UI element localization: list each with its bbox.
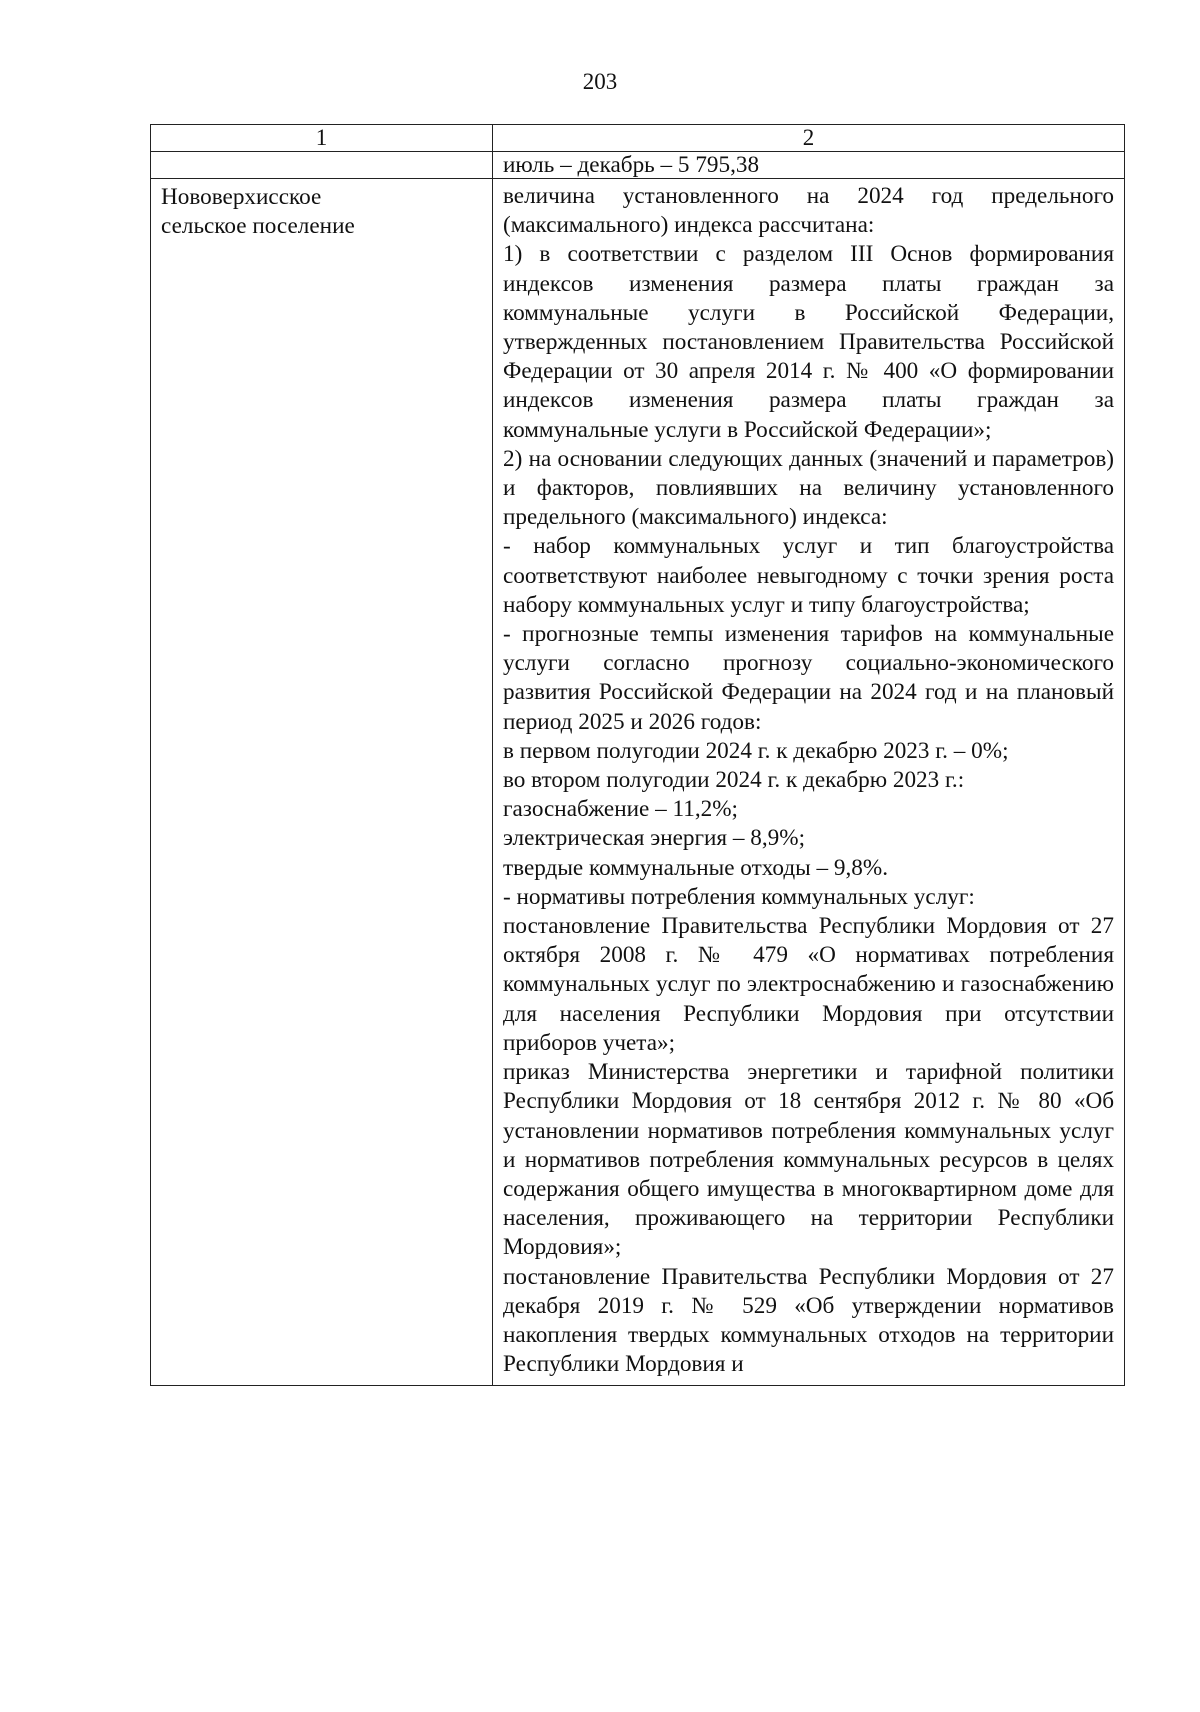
paragraph-intro: величина установленного на 2024 год предельного (максимального) индекса рассчитана: xyxy=(503,183,1114,239)
continuation-municipality-cell xyxy=(151,152,493,179)
paragraph-resolution-529: постановление Правительства Республики Мордовия от 27 декабря 2019 г. № 529 «Об утверждении нормативов накопления твердых коммунальных отходов на территории Республики Мордовия и xyxy=(503,1263,1114,1378)
continuation-row xyxy=(151,152,1125,179)
paragraph-norms-heading: - нормативы потребления коммунальных услуг: xyxy=(503,883,975,910)
municipality-cell xyxy=(151,179,493,1386)
paragraph-basis-1: 1) в соответствии с разделом III Основ формирования индексов изменения размера платы граждан за коммунальные услуги в Российской Федерации, утвержденных постановлением Правительства Российской Федерации от 30 апреля 2014 г. № 400 «О формировании индексов изменения размера платы граждан за коммунальные услуги в Российской Федерации»; xyxy=(503,241,1114,443)
column-number-2: 2 xyxy=(493,125,1125,152)
index-justification-cell xyxy=(493,179,1125,1386)
page-number: 203 xyxy=(582,69,618,94)
table-row xyxy=(151,179,1125,1386)
table-header-row xyxy=(151,125,1125,152)
paragraph-first-half: в первом полугодии 2024 г. к декабрю 2023 г. – 0%; xyxy=(503,737,1009,764)
paragraph-resolution-479: постановление Правительства Республики Мордовия от 27 октября 2008 г. № 479 «О нормативах потребления коммунальных услуг по электроснабжению и газоснабжению для населения Республики Мордовия при отсутствии приборов учета»; xyxy=(503,913,1114,1056)
paragraph-solid-waste: твердые коммунальные отходы – 9,8%. xyxy=(503,854,889,881)
continuation-value-cell: июль – декабрь – 5 795,38 xyxy=(493,152,1125,179)
paragraph-electricity: электрическая энергия – 8,9%; xyxy=(503,825,806,852)
municipality-name-line: Нововерхисское xyxy=(161,184,322,210)
municipality-name-line: сельское поселение xyxy=(161,213,355,240)
paragraph-tariff-forecast: - прогнозные темпы изменения тарифов на коммунальные услуги согласно прогнозу социально-экономического развития Российской Федерации на 2024 год и на плановый период 2025 и 2026 годов: xyxy=(503,621,1114,735)
page-bottom-margin xyxy=(0,1680,1200,1712)
paragraph-service-set: - набор коммунальных услуг и тип благоустройства соответствуют наиболее невыгодному с точки зрения роста набору коммунальных услуг и типу благоустройства; xyxy=(503,533,1114,618)
paragraph-second-half: во втором полугодии 2024 г. к декабрю 2023 г.: xyxy=(503,767,965,794)
paragraph-basis-2: 2) на основании следующих данных (значений и параметров) и факторов, повлиявших на величину установленного предельного (максимального) индекса: xyxy=(503,445,1114,531)
tariff-index-table xyxy=(150,124,1125,1386)
paragraph-order-80: приказ Министерства энергетики и тарифной политики Республики Мордовия от 18 сентября 2012 г. № 80 «Об установлении нормативов потребления коммунальных услуг и нормативов потребления коммунальных ресурсов в целях содержания общего имущества в многоквартирном доме для населения, проживающего на территории Республики Мордовия»; xyxy=(503,1059,1114,1261)
paragraph-gas: газоснабжение – 11,2%; xyxy=(503,796,738,823)
column-number-1: 1 xyxy=(151,125,493,152)
